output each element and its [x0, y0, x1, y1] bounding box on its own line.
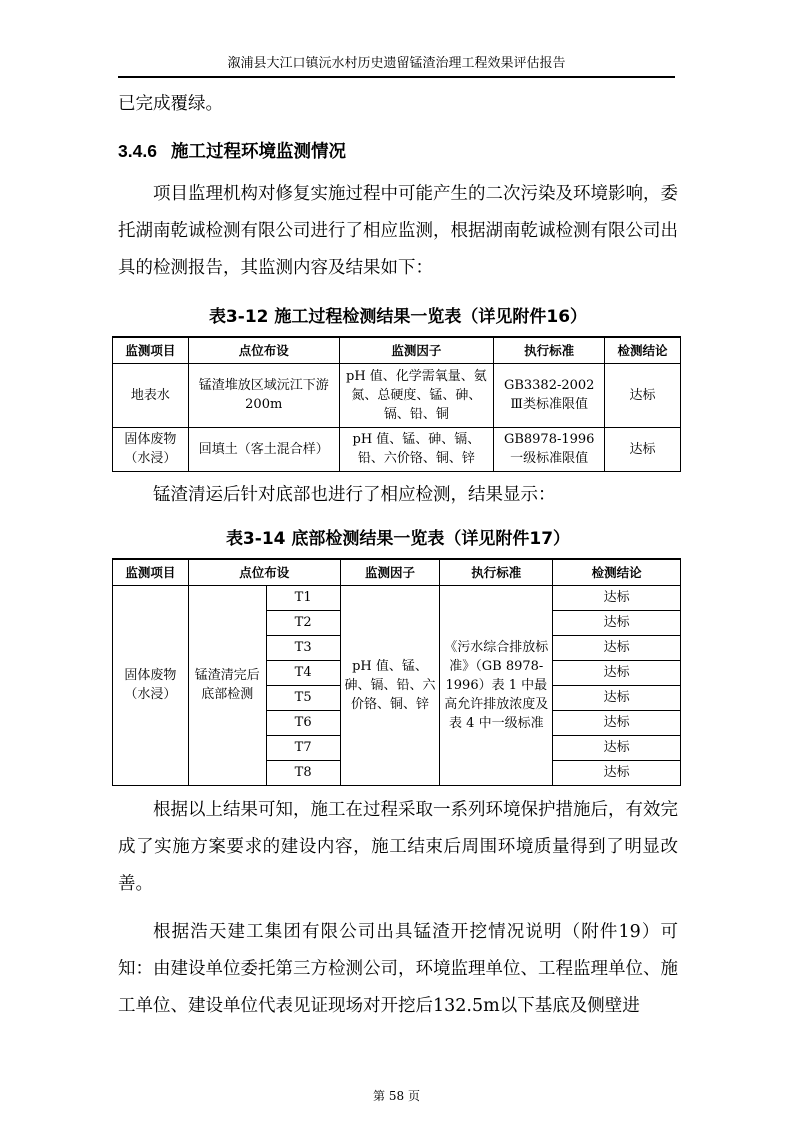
table2-caption: 表3-14 底部检测结果一览表（详见附件17）: [225, 529, 571, 549]
result-cell: 达标: [553, 660, 681, 685]
point-cell: T7: [266, 735, 340, 760]
table-row: [113, 585, 681, 610]
result-cell: 达标: [553, 760, 681, 785]
result-cell: 达标: [553, 735, 681, 760]
page-header: 溆浦县大江口镇沅水村历史遗留锰渣治理工程效果评估报告: [118, 52, 675, 78]
section-title: 施工过程环境监测情况: [171, 142, 347, 162]
section-number: 3.4.6: [118, 141, 157, 161]
col-header: 监测项目: [113, 337, 189, 363]
point-cell: T8: [266, 760, 340, 785]
col-header: 执行标准: [494, 337, 605, 363]
table-header-row: [113, 337, 681, 363]
paragraph-2: 锰渣清运后针对底部也进行了相应检测，结果显示：: [153, 485, 556, 505]
col-header: 监测因子: [340, 559, 440, 585]
col-header: 点位布设: [188, 559, 340, 585]
paragraph-1: 项目监理机构对修复实施过程中可能产生的二次污染及环境影响，委托湖南乾诚检测有限公司进行了相应监测，根据湖南乾诚检测有限公司出具的检测报告，其监测内容及结果如下：: [118, 184, 678, 278]
point-cell: T6: [266, 710, 340, 735]
page-number: 第 58 页: [373, 1089, 420, 1103]
point-cell: T4: [266, 660, 340, 685]
header-rule: [118, 76, 675, 78]
col-header: 点位布设: [188, 337, 339, 363]
table1-caption: 表3-12 施工过程检测结果一览表（详见附件16）: [208, 307, 588, 327]
paragraph-3: 根据以上结果可知，施工在过程采取一系列环境保护措施后，有效完成了实施方案要求的建设内容，施工结束后周围环境质量得到了明显改善。: [118, 800, 678, 894]
table-cell-factors: pH 值、锰、砷、镉、铅、六价铬、铜、锌: [340, 585, 440, 785]
result-cell: 达标: [553, 610, 681, 635]
result-cell: 达标: [553, 685, 681, 710]
table-cell: 达标: [605, 363, 681, 427]
result-cell: 达标: [553, 710, 681, 735]
paragraph-4: 根据浩天建工集团有限公司出具锰渣开挖情况说明（附件19）可知：由建设单位委托第三方检测公司，环境监理单位、工程监理单位、施工单位、建设单位代表见证现场对开挖后132.5m以下基底及侧壁进: [118, 922, 678, 1016]
point-cell: T1: [266, 585, 340, 610]
table-cell: GB8978-1996 一级标准限值: [494, 427, 605, 471]
result-cell: 达标: [553, 635, 681, 660]
point-cell: T2: [266, 610, 340, 635]
table-cell-standard: 《污水综合排放标准》（GB 8978-1996）表 1 中最高允许排放浓度及表 4 中一级标准: [440, 585, 553, 785]
table-cell: 固体废物（水浸）: [113, 427, 189, 471]
result-cell: 达标: [553, 585, 681, 610]
table-row: [113, 363, 681, 427]
table-header-row: [113, 559, 681, 585]
table-row: [113, 427, 681, 471]
continuation-line: 已完成覆绿。: [118, 94, 223, 114]
point-cell: T3: [266, 635, 340, 660]
table-cell-item: 固体废物（水浸）: [113, 585, 189, 785]
col-header: 检测结论: [605, 337, 681, 363]
table-cell-location: 锰渣清完后底部检测: [188, 585, 266, 785]
col-header: 监测因子: [339, 337, 494, 363]
point-cell: T5: [266, 685, 340, 710]
col-header: 执行标准: [440, 559, 553, 585]
col-header: 监测项目: [113, 559, 189, 585]
col-header: 检测结论: [553, 559, 681, 585]
table-cell: GB3382-2002 Ⅲ类标准限值: [494, 363, 605, 427]
table-cell: pH 值、锰、砷、镉、铅、六价铬、铜、锌: [339, 427, 494, 471]
table-cell: 地表水: [113, 363, 189, 427]
section-heading: [118, 138, 346, 163]
table-cell: 锰渣堆放区域沅江下游 200m: [188, 363, 339, 427]
table-construction-monitoring: [112, 336, 681, 472]
table-bottom-monitoring: [112, 558, 681, 786]
table-cell: 回填土（客土混合样）: [188, 427, 339, 471]
table-cell: pH 值、化学需氧量、氨氮、总硬度、锰、砷、镉、铅、铜: [339, 363, 494, 427]
table-cell: 达标: [605, 427, 681, 471]
